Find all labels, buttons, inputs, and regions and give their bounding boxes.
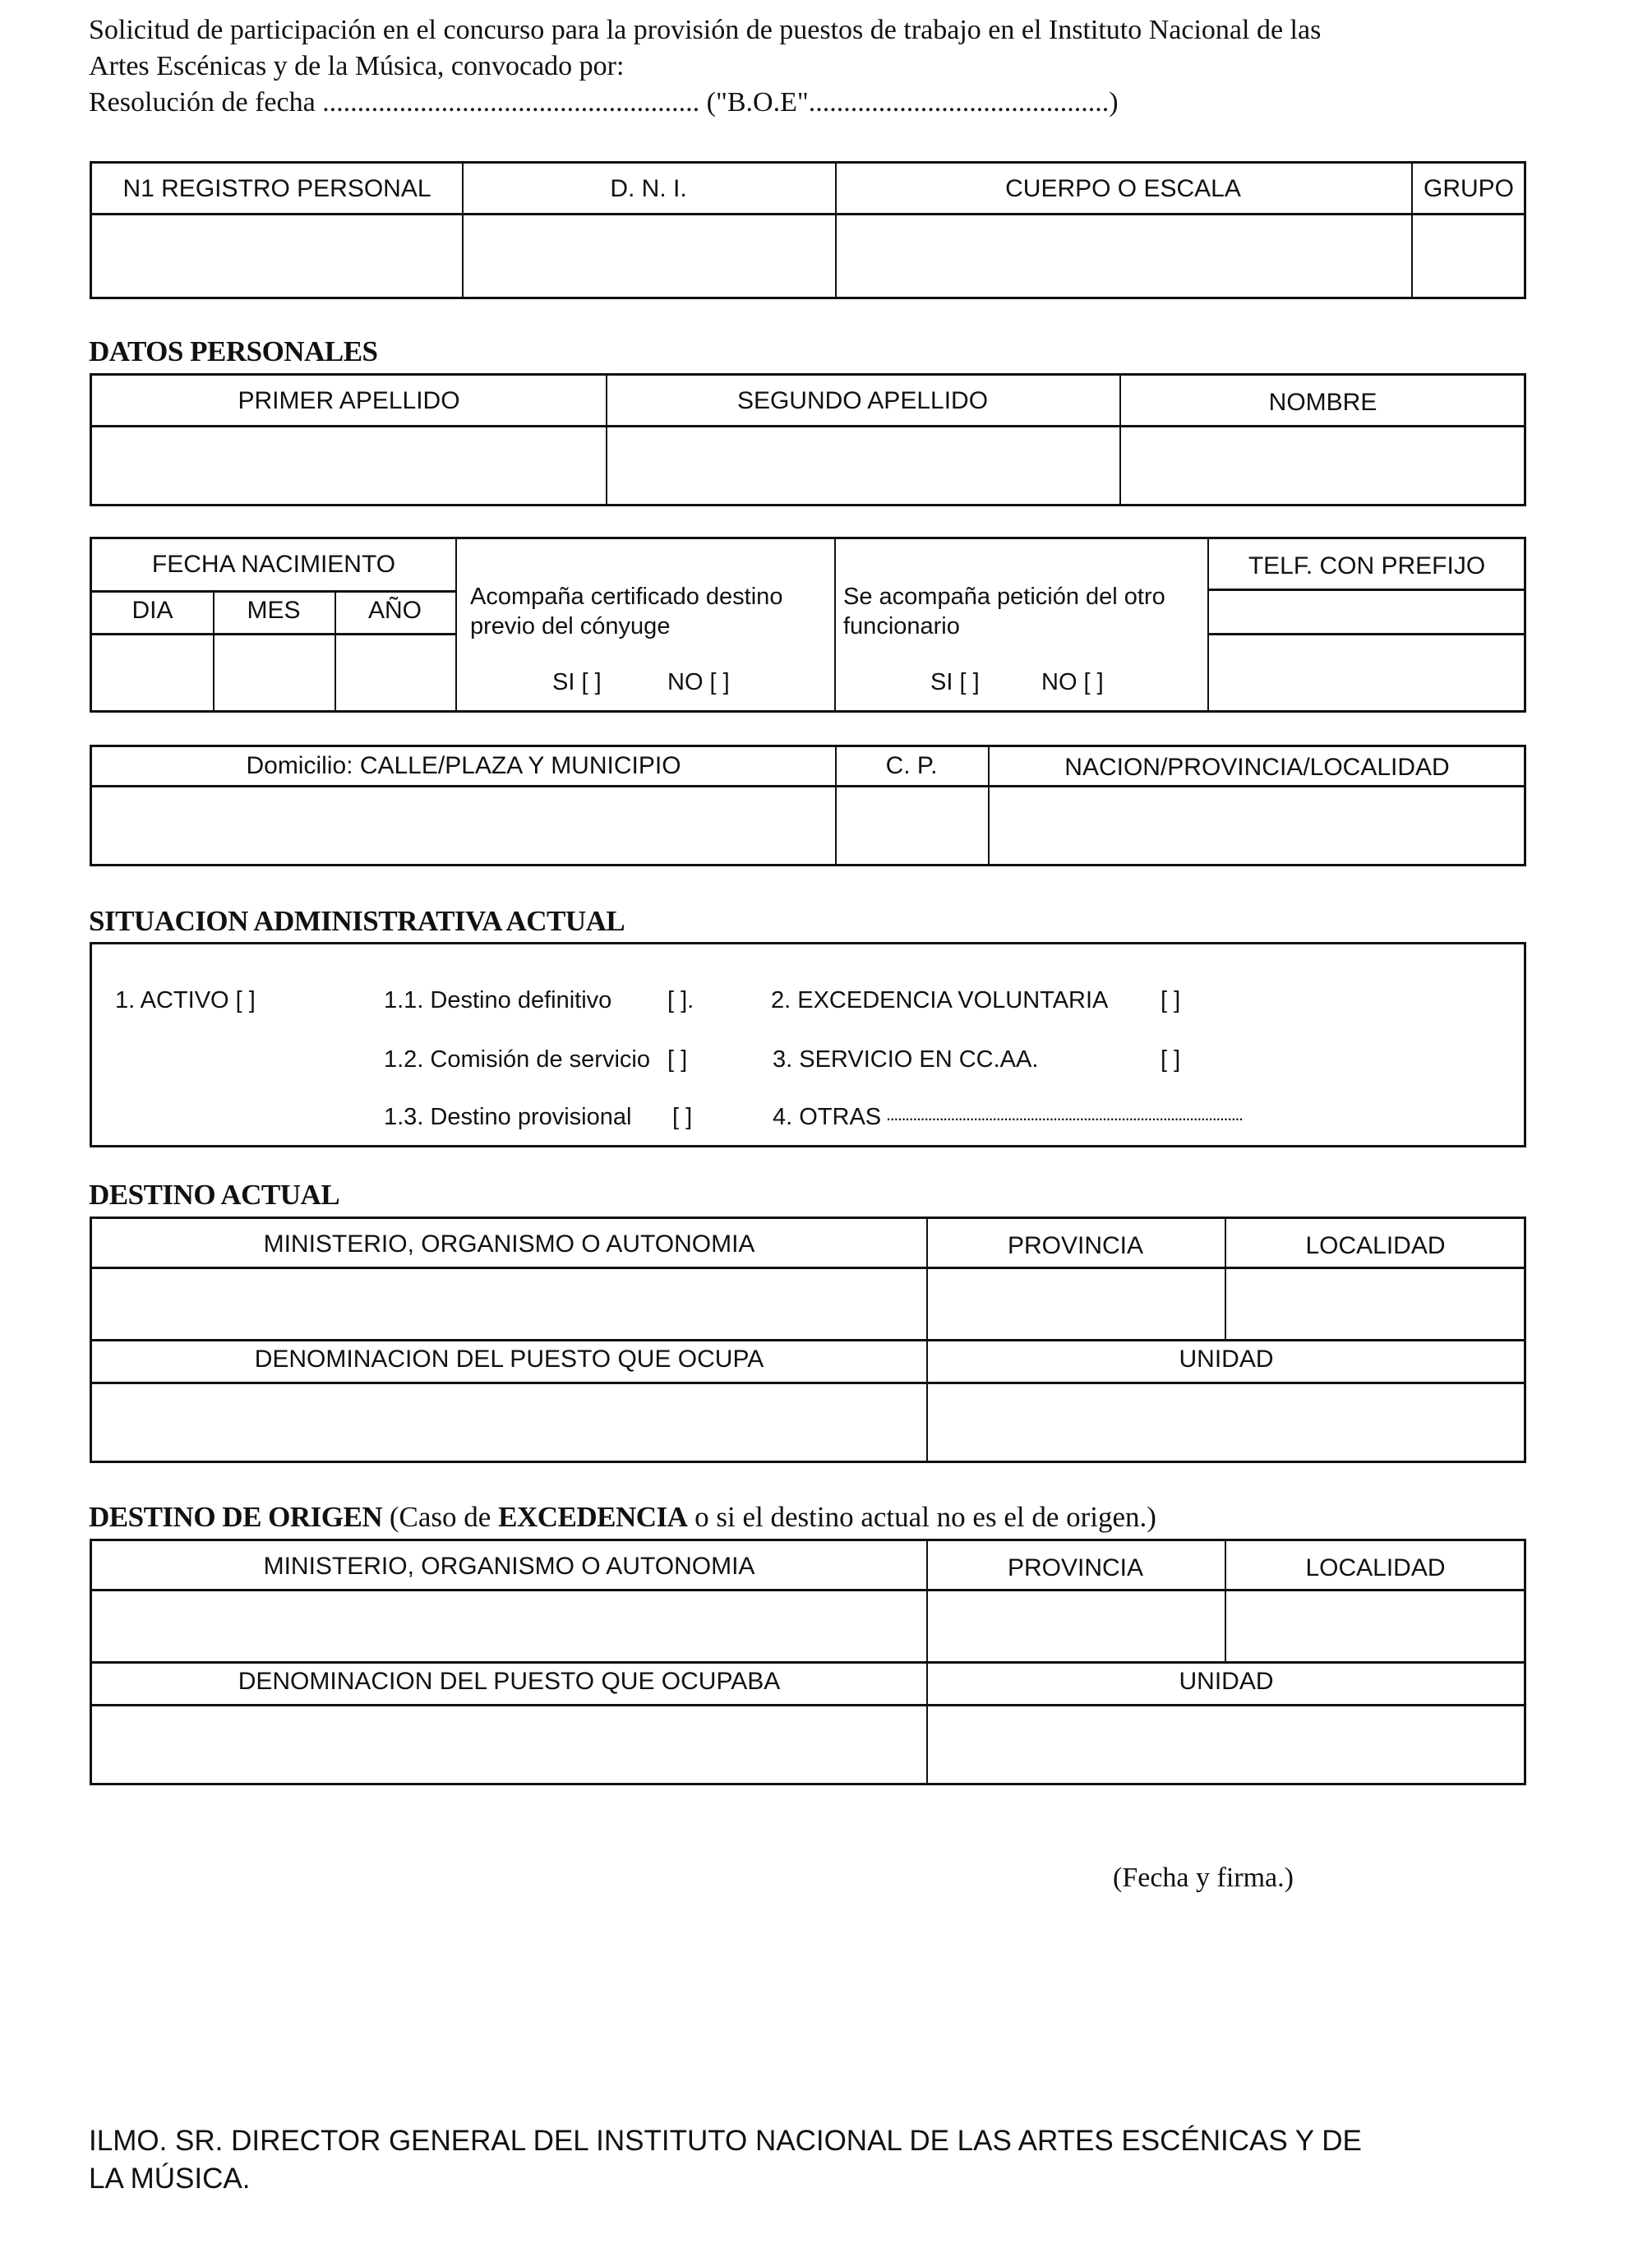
boe-label: ("B.O.E" (706, 87, 809, 118)
peticion-si-checkbox[interactable]: SI [ ] (930, 669, 980, 695)
intro-line-2: Artes Escénicas y de la Música, convocado por: (89, 51, 625, 81)
servicio-ccaa-label: 3. SERVICIO EN CC.AA. (773, 1046, 1039, 1073)
header-nacion-provincia: NACION/PROVINCIA/LOCALIDAD (1064, 754, 1450, 781)
localidad-origen-field[interactable] (1227, 1591, 1526, 1661)
otras-field[interactable]: .............................................................................................. (886, 1104, 1243, 1124)
header-dni: D. N. I. (610, 175, 687, 202)
destino-provisional-label: 1.3. Destino provisional (384, 1104, 632, 1130)
header-unidad-origen: UNIDAD (1179, 1668, 1274, 1695)
peticion-no-checkbox[interactable]: NO [ ] (1041, 669, 1104, 695)
header-telefono: TELF. CON PREFIJO (1248, 552, 1486, 579)
registro-table (90, 161, 1526, 299)
dia-field[interactable] (92, 635, 213, 713)
addressee-line-1: ILMO. SR. DIRECTOR GENERAL DEL INSTITUTO NACIONAL DE LAS ARTES ESCÉNICAS Y DE (89, 2125, 1362, 2157)
header-domicilio: Domicilio: CALLE/PLAZA Y MUNICIPIO (246, 752, 681, 779)
ministerio-origen-field[interactable] (92, 1591, 926, 1661)
destino-definitivo-label: 1.1. Destino definitivo (384, 987, 612, 1013)
header-registro-personal: N1 REGISTRO PERSONAL (122, 175, 431, 202)
domicilio-field[interactable] (92, 787, 835, 866)
situacion-heading: SITUACION ADMINISTRATIVA ACTUAL (89, 905, 625, 937)
destino-provisional-checkbox[interactable]: [ ] (672, 1104, 693, 1130)
situacion-box (90, 942, 1526, 1147)
activo-checkbox[interactable]: 1. ACTIVO [ ] (115, 987, 256, 1013)
otras-label: 4. OTRAS (773, 1104, 882, 1130)
header-ministerio: MINISTERIO, ORGANISMO O AUTONOMIA (263, 1230, 755, 1258)
header-grupo: GRUPO (1423, 175, 1514, 202)
unidad-field[interactable] (929, 1384, 1526, 1463)
denominacion-puesto-field[interactable] (92, 1384, 926, 1463)
peticion-label: Se acompaña petición del otro funcionario (843, 584, 1165, 639)
dni-field[interactable] (464, 215, 835, 299)
conyuge-label: Acompaña certificado destino previo del cónyuge (470, 584, 783, 639)
unidad-origen-field[interactable] (929, 1706, 1526, 1785)
destino-origen-table (90, 1539, 1526, 1785)
datos-personales-table (90, 373, 1526, 506)
cuerpo-escala-field[interactable] (837, 215, 1411, 299)
header-unidad: UNIDAD (1179, 1346, 1274, 1373)
primer-apellido-field[interactable] (92, 427, 606, 506)
signature-area[interactable] (1027, 1907, 1520, 2071)
resolucion-fecha-field[interactable]: ...................................................... (322, 87, 700, 118)
resolucion-line: Resolución de fecha ...................................................... ("B.O.E"...........................................) (89, 87, 1119, 118)
excedencia-voluntaria-label: 2. EXCEDENCIA VOLUNTARIA (771, 987, 1109, 1013)
header-fecha-nacimiento: FECHA NACIMIENTO (151, 551, 396, 578)
header-provincia-origen: PROVINCIA (1007, 1554, 1144, 1581)
localidad-field[interactable] (1227, 1269, 1526, 1339)
destino-actual-table (90, 1217, 1526, 1463)
header-provincia: PROVINCIA (1007, 1232, 1144, 1259)
destino-origen-heading: DESTINO DE ORIGEN (Caso de EXCEDENCIA o si el destino actual no es el de origen.) (89, 1501, 1156, 1533)
header-primer-apellido: PRIMER APELLIDO (238, 387, 460, 414)
ministerio-field[interactable] (92, 1269, 926, 1339)
header-denominacion-puesto: DENOMINACION DEL PUESTO QUE OCUPA (254, 1346, 764, 1373)
resolucion-label: Resolución de fecha (89, 87, 316, 118)
grupo-field[interactable] (1413, 215, 1526, 299)
registro-personal-field[interactable] (92, 215, 462, 299)
domicilio-table (90, 745, 1526, 866)
nacimiento-table (90, 537, 1526, 713)
header-dia: DIA (132, 597, 173, 624)
ano-field[interactable] (337, 635, 455, 713)
denominacion-puesto-origen-field[interactable] (92, 1706, 926, 1785)
fecha-firma-label: (Fecha y firma.) (1113, 1863, 1294, 1893)
header-cuerpo-escala: CUERPO O ESCALA (1005, 175, 1241, 202)
destino-provisional-option[interactable] (384, 1104, 631, 1131)
nombre-field[interactable] (1121, 427, 1526, 506)
destino-actual-heading: DESTINO ACTUAL (89, 1179, 340, 1211)
comision-servicio-checkbox[interactable]: [ ] (667, 1046, 688, 1073)
telefono-field[interactable] (1210, 635, 1526, 713)
intro-line-1: Solicitud de participación en el concurso para la provisión de puestos de trabajo en el Instituto Nacional de las (89, 15, 1322, 45)
addressee-line-2: LA MÚSICA. (89, 2163, 251, 2195)
conyuge-si-checkbox[interactable]: SI [ ] (552, 669, 602, 695)
servicio-ccaa-checkbox[interactable]: [ ] (1161, 1046, 1181, 1073)
destino-definitivo-option[interactable] (384, 987, 611, 1014)
provincia-field[interactable] (929, 1269, 1225, 1339)
header-localidad: LOCALIDAD (1305, 1232, 1446, 1259)
conyuge-no-checkbox[interactable]: NO [ ] (667, 669, 730, 695)
comision-servicio-label: 1.2. Comisión de servicio (384, 1046, 650, 1073)
segundo-apellido-field[interactable] (607, 427, 1119, 506)
header-denominacion-puesto-origen: DENOMINACION DEL PUESTO QUE OCUPABA (238, 1668, 781, 1695)
comision-servicio-option[interactable] (384, 1046, 650, 1073)
header-segundo-apellido: SEGUNDO APELLIDO (736, 387, 989, 414)
datos-personales-heading: DATOS PERSONALES (89, 335, 378, 367)
header-ministerio-origen: MINISTERIO, ORGANISMO O AUTONOMIA (263, 1553, 755, 1580)
provincia-origen-field[interactable] (929, 1591, 1225, 1661)
destino-definitivo-checkbox[interactable]: [ ]. (667, 987, 694, 1013)
header-ano: AÑO (367, 597, 422, 624)
header-mes: MES (247, 597, 301, 624)
header-cp: C. P. (885, 752, 938, 779)
boe-field[interactable]: ........................................... (808, 87, 1110, 118)
excedencia-voluntaria-checkbox[interactable]: [ ] (1161, 987, 1181, 1013)
header-localidad-origen: LOCALIDAD (1305, 1554, 1446, 1581)
telefono-prefijo-field[interactable] (1210, 591, 1526, 632)
mes-field[interactable] (215, 635, 335, 713)
nacion-provincia-field[interactable] (990, 787, 1526, 866)
header-nombre: NOMBRE (1268, 389, 1377, 416)
cp-field[interactable] (838, 787, 988, 866)
